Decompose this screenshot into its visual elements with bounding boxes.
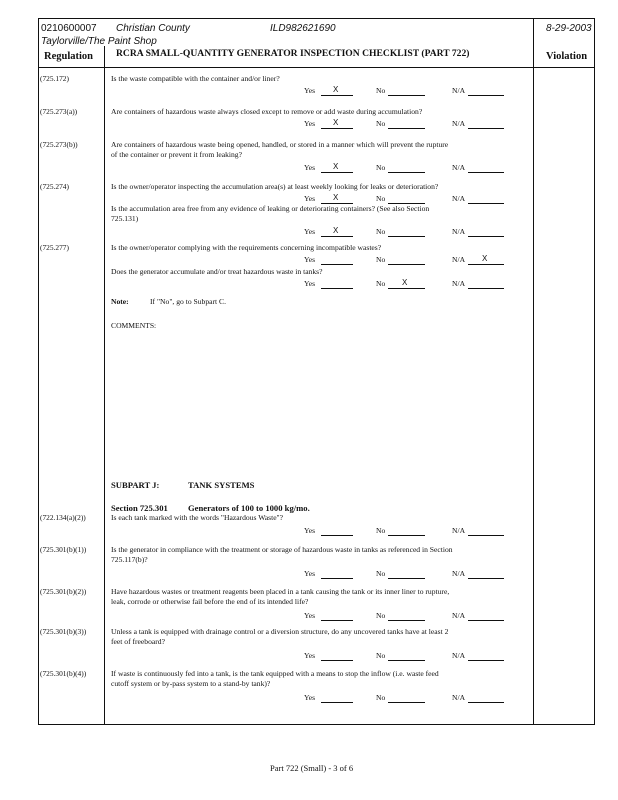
frame-header-bottom [38, 67, 594, 68]
tank-question-1-yes-label: Yes [304, 569, 316, 578]
section-label: Section 725.301 [111, 503, 168, 513]
question-6-na-blank[interactable] [468, 288, 504, 289]
question-text: 725.117(b)? [111, 555, 148, 564]
tank-question-2-na-blank[interactable] [468, 620, 504, 621]
question-4-na-label: N/A [452, 227, 466, 236]
subpart-title: TANK SYSTEMS [188, 480, 255, 490]
question-2-na-blank[interactable] [468, 172, 504, 173]
question-0-yes-mark: X [333, 85, 339, 94]
question-4-yes-mark: X [333, 226, 339, 235]
question-3-na-label: N/A [452, 194, 466, 203]
regulation-ref: (725.301(b)(4)) [40, 669, 87, 678]
tank-question-0-yes-blank[interactable] [321, 535, 353, 536]
tank-question-4-na-blank[interactable] [468, 702, 504, 703]
question-2-no-blank[interactable] [388, 172, 425, 173]
question-text: Is the generator in compliance with the treatment or storage of hazardous waste in tanks as referenced in Section [111, 545, 453, 554]
question-3-no-label: No [376, 194, 386, 203]
question-4-na-blank[interactable] [468, 236, 504, 237]
question-0-yes-blank[interactable] [321, 95, 353, 96]
question-6-yes-label: Yes [304, 279, 316, 288]
question-text: of the container or prevent it from leaking? [111, 150, 242, 159]
question-5-yes-blank[interactable] [321, 264, 353, 265]
question-0-yes-label: Yes [304, 86, 316, 95]
question-text: Is the accumulation area free from any evidence of leaking or deteriorating containers? (See also Section [111, 204, 430, 213]
tank-question-3-na-label: N/A [452, 651, 466, 660]
question-0-na-label: N/A [452, 86, 466, 95]
question-text: Are containers of hazardous waste being opened, handled, or stored in a manner which will prevent the rupture [111, 140, 449, 149]
question-2-no-label: No [376, 163, 386, 172]
question-text: Is the waste compatible with the container and/or liner? [111, 74, 280, 83]
regulation-ref: (725.301(b)(1)) [40, 545, 87, 554]
question-1-no-blank[interactable] [388, 128, 425, 129]
question-text: Is the owner/operator inspecting the accumulation area(s) at least weekly looking for leaks or deterioration? [111, 182, 439, 191]
county: Christian County [116, 23, 190, 34]
regulation-ref: (725.273(a)) [40, 107, 78, 116]
question-1-no-label: No [376, 119, 386, 128]
regulation-ref: (725.172) [40, 74, 69, 83]
facility-id: 0210600007 [41, 23, 97, 34]
question-4-no-blank[interactable] [388, 236, 425, 237]
question-5-na-blank[interactable] [468, 264, 504, 265]
note-text: If "No", go to Subpart C. [150, 297, 227, 306]
question-1-yes-blank[interactable] [321, 128, 353, 129]
tank-question-0-no-label: No [376, 526, 386, 535]
question-text: Is the owner/operator complying with the requirements concerning incompatible wastes? [111, 243, 382, 252]
regulation-ref: (722.134(a)(2)) [40, 513, 86, 522]
question-6-yes-blank[interactable] [321, 288, 353, 289]
tank-question-0-na-blank[interactable] [468, 535, 504, 536]
question-5-no-label: No [376, 255, 386, 264]
tank-question-3-na-blank[interactable] [468, 660, 504, 661]
question-0-na-blank[interactable] [468, 95, 504, 96]
question-6-no-label: No [376, 279, 386, 288]
tank-question-4-yes-label: Yes [304, 693, 316, 702]
question-2-na-label: N/A [452, 163, 466, 172]
question-text: Does the generator accumulate and/or treat hazardous waste in tanks? [111, 267, 323, 276]
question-3-yes-label: Yes [304, 194, 316, 203]
tank-question-4-no-label: No [376, 693, 386, 702]
question-1-yes-label: Yes [304, 119, 316, 128]
regulation-ref: (725.277) [40, 243, 69, 252]
question-4-yes-label: Yes [304, 227, 316, 236]
tank-question-1-na-label: N/A [452, 569, 466, 578]
question-6-no-mark: X [402, 278, 408, 287]
tank-question-3-yes-label: Yes [304, 651, 316, 660]
question-text: cutoff system or by-pass system to a stand-by tank)? [111, 679, 271, 688]
frame-col-violation [533, 18, 534, 725]
question-text: leak, corrode or otherwise fail before the end of its intended life? [111, 597, 309, 606]
question-4-no-label: No [376, 227, 386, 236]
question-5-na-mark: X [482, 254, 488, 263]
question-1-yes-mark: X [333, 118, 339, 127]
inspection-date: 8-29-2003 [546, 23, 592, 34]
tank-question-2-yes-label: Yes [304, 611, 316, 620]
frame-left [38, 18, 39, 725]
question-3-na-blank[interactable] [468, 203, 504, 204]
tank-question-0-no-blank[interactable] [388, 535, 425, 536]
regulation-ref: (725.273(b)) [40, 140, 78, 149]
question-6-no-blank[interactable] [388, 288, 425, 289]
regulation-ref: (725.274) [40, 182, 69, 191]
question-0-no-blank[interactable] [388, 95, 425, 96]
question-text: If waste is continuously fed into a tank, is the tank equipped with a means to stop the inflow (i.e. waste feed [111, 669, 439, 678]
facility-name: Taylorville/The Paint Shop [41, 36, 157, 47]
question-5-no-blank[interactable] [388, 264, 425, 265]
comments-label: COMMENTS: [111, 321, 157, 330]
question-text: 725.131) [111, 214, 139, 223]
note-label: Note: [111, 297, 129, 306]
regulation-ref: (725.301(b)(2)) [40, 587, 87, 596]
regulation-header: Regulation [44, 51, 94, 62]
frame-top [38, 18, 594, 19]
question-5-na-label: N/A [452, 255, 466, 264]
question-6-na-label: N/A [452, 279, 466, 288]
page-footer: Part 722 (Small) - 3 of 6 [270, 763, 354, 773]
regulation-ref: (725.301(b)(3)) [40, 627, 87, 636]
frame-bottom [38, 724, 594, 725]
tank-question-2-na-label: N/A [452, 611, 466, 620]
question-2-yes-blank[interactable] [321, 172, 353, 173]
tank-question-1-no-blank[interactable] [388, 578, 425, 579]
question-text: Have hazardous wastes or treatment reagents been placed in a tank causing the tank or its inner liner to rupture, [111, 587, 450, 596]
frame-col-regulation [104, 46, 105, 725]
checklist-title: RCRA SMALL-QUANTITY GENERATOR INSPECTION CHECKLIST (PART 722) [116, 48, 470, 59]
tank-question-3-yes-blank[interactable] [321, 660, 353, 661]
tank-question-4-no-blank[interactable] [388, 702, 425, 703]
tank-question-4-na-label: N/A [452, 693, 466, 702]
subpart-label: SUBPART J: [111, 480, 160, 490]
question-2-yes-label: Yes [304, 163, 316, 172]
tank-question-1-yes-blank[interactable] [321, 578, 353, 579]
tank-question-3-no-blank[interactable] [388, 660, 425, 661]
tank-question-3-no-label: No [376, 651, 386, 660]
question-1-na-label: N/A [452, 119, 466, 128]
question-4-yes-blank[interactable] [321, 236, 353, 237]
tank-question-1-na-blank[interactable] [468, 578, 504, 579]
tank-question-2-no-blank[interactable] [388, 620, 425, 621]
tank-question-2-yes-blank[interactable] [321, 620, 353, 621]
tank-question-4-yes-blank[interactable] [321, 702, 353, 703]
question-text: feet of freeboard? [111, 637, 165, 646]
question-text: Unless a tank is equipped with drainage control or a diversion structure, do any uncovered tanks have at least 2 [111, 627, 449, 636]
epa-id: ILD982621690 [270, 23, 336, 34]
question-2-yes-mark: X [333, 162, 339, 171]
tank-question-1-no-label: No [376, 569, 386, 578]
question-5-yes-label: Yes [304, 255, 316, 264]
question-3-yes-mark: X [333, 193, 339, 202]
violation-header: Violation [546, 51, 588, 62]
question-text: Are containers of hazardous waste always closed except to remove or add waste during accumulation? [111, 107, 423, 116]
question-text: Is each tank marked with the words "Hazardous Waste"? [111, 513, 284, 522]
frame-right [594, 18, 595, 725]
tank-question-0-yes-label: Yes [304, 526, 316, 535]
tank-question-2-no-label: No [376, 611, 386, 620]
question-1-na-blank[interactable] [468, 128, 504, 129]
section-title: Generators of 100 to 1000 kg/mo. [188, 503, 310, 513]
tank-question-0-na-label: N/A [452, 526, 466, 535]
question-0-no-label: No [376, 86, 386, 95]
